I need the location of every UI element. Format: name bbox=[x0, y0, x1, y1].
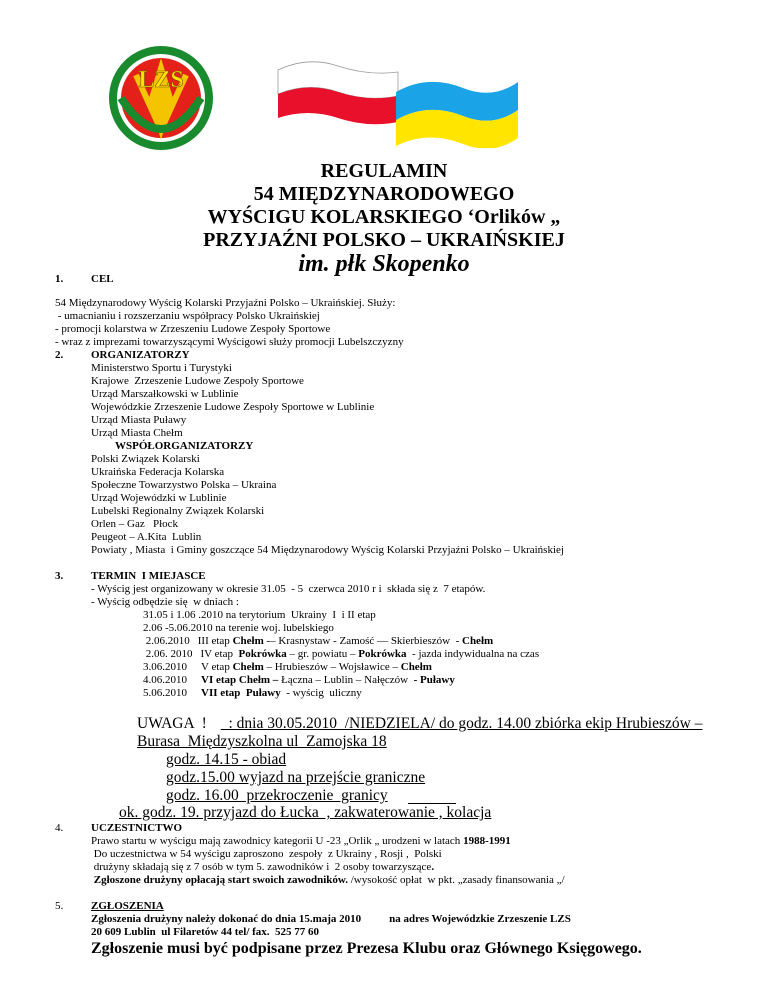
title-line-4: PRZYJAŹNI POLSKO – UKRAIŃSKIEJ bbox=[203, 229, 565, 251]
section-1-number: 1. bbox=[55, 273, 64, 285]
section-2-heading: ORGANIZATORZY bbox=[91, 349, 190, 361]
stage-row: 2.06. 2010 IV etap Pokrówka – gr. powiatu – Pokrówka - jazda indywidualna na czas bbox=[143, 648, 540, 660]
date-line-2: 2.06 -5.06.2010 na terenie woj. lubelskiego bbox=[143, 622, 334, 634]
logo-text: LZS bbox=[138, 67, 184, 93]
stage-row: 2.06.2010 III etap Chełm -– Krasnystaw - Zamość — Skierbieszów - Chełm bbox=[143, 635, 494, 647]
stage-row: 3.06.2010 V etap Chełm – Hrubieszów – Wojsławice – Chełm bbox=[143, 661, 432, 673]
section-3-line-1: - Wyścig jest organizowany w okresie 31.05 - 5 czerwca 2010 r i składa się z 7 etapów. bbox=[91, 583, 486, 595]
date-line-1: 31.05 i 1.06 .2010 na terytorium Ukrainy I i II etap bbox=[143, 609, 376, 621]
coorganizer-item: Peugeot – A.Kita Lublin bbox=[91, 531, 202, 543]
title-line-5: im. płk Skopenko bbox=[298, 251, 470, 277]
uwaga-line-5: godz. 16.00 przekroczenie granicy bbox=[166, 787, 388, 804]
section-1-line-3: - promocji kolarstwa w Zrzeszeniu Ludowe Zespoły Sportowe bbox=[55, 323, 331, 335]
uwaga-line-4: godz.15.00 wyjazd na przejście graniczne bbox=[166, 769, 426, 786]
section-1-line-4: - wraz z imprezami towarzyszącymi Wyścigowi służy promocji Lubelszczyzny bbox=[55, 336, 404, 348]
section-1-line-1: 54 Międzynarodowy Wyścig Kolarski Przyjaźni Polsko – Ukraińskiej. Służy: bbox=[55, 297, 396, 309]
poland-ukraine-flags bbox=[268, 52, 528, 148]
uwaga-line-2: Burasa Międzyszkolna ul Zamojska 18 bbox=[137, 733, 387, 750]
section-4-line-1: Prawo startu w wyścigu mają zawodnicy kategorii U -23 „Orlik „ urodzeni w latach 1988-1991 bbox=[91, 835, 511, 847]
section-1-line-2: - umacnianiu i rozszerzaniu współpracy Polsko Ukraińskiej bbox=[55, 310, 320, 322]
signature-requirement: Zgłoszenie musi być podpisane przez Prezesa Klubu oraz Głównego Księgowego. bbox=[91, 940, 642, 957]
coorganizer-item: Ukraińska Federacja Kolarska bbox=[91, 466, 225, 478]
organizer-item: Ministerstwo Sportu i Turystyki bbox=[91, 362, 232, 374]
section-4-number: 4. bbox=[55, 822, 64, 834]
section-5-line-2: 20 609 Lublin ul Filaretów 44 tel/ fax. 525 77 60 bbox=[91, 926, 320, 938]
coorganizer-item: Lubelski Regionalny Związek Kolarski bbox=[91, 505, 265, 517]
title-line-2: 54 MIĘDZYNARODOWEGO bbox=[253, 183, 515, 205]
section-2-number: 2. bbox=[55, 349, 64, 361]
organizer-item: Krajowe Zrzeszenie Ludowe Zespoły Sportowe bbox=[91, 375, 304, 387]
title-line-3: WYŚCIGU KOLARSKIEGO ‘Orlików „ bbox=[207, 206, 561, 228]
section-4-line-4: Zgłoszone drużyny opłacają start swoich zawodników. /wysokość opłat w pkt. „zasady finansowania „/ bbox=[91, 874, 565, 886]
section-3-number: 3. bbox=[55, 570, 64, 582]
coorganizer-item: Społeczne Towarzystwo Polska – Ukraina bbox=[91, 479, 277, 491]
section-4-line-3: drużyny składają się z 7 osób w tym 5. zawodników i 2 osoby towarzyszące. bbox=[91, 861, 435, 873]
section-5-line-1: Zgłoszenia drużyny należy dokonać do dnia 15.maja 2010 na adres Wojewódzkie Zrzeszenie LZS bbox=[91, 913, 571, 925]
coorganizer-item: Urząd Wojewódzki w Lublinie bbox=[91, 492, 227, 504]
section-5-number: 5. bbox=[55, 900, 64, 912]
coorganizer-item: Polski Związek Kolarski bbox=[91, 453, 200, 465]
coorganizer-item: Orlen – Gaz Płock bbox=[91, 518, 179, 530]
section-4-line-2: Do uczestnictwa w 54 wyścigu zaproszono zespoły z Ukrainy , Rosji , Polski bbox=[91, 848, 442, 860]
coorganizer-item: Powiaty , Miasta i Gminy goszczące 54 Międzynarodowy Wyścig Kolarski Przyjaźni Polsko – Ukraińskiej bbox=[91, 544, 564, 556]
section-5-heading: ZGŁOSZENIA bbox=[91, 900, 164, 912]
organizer-item: Urząd Miasta Puławy bbox=[91, 414, 187, 426]
uwaga-line-1: UWAGA ! : dnia 30.05.2010 /NIEDZIELA/ do godz. 14.00 zbiórka ekip Hrubieszów – bbox=[137, 715, 703, 732]
section-3-heading: TERMIN I MIEJASCE bbox=[91, 570, 206, 582]
title-line-1: REGULAMIN bbox=[320, 160, 448, 182]
organizer-item: Wojewódzkie Zrzeszenie Ludowe Zespoły Sportowe w Lublinie bbox=[91, 401, 375, 413]
uwaga-line-6: ok. godz. 19. przyjazd do Łucka , zakwaterowanie , kolacja bbox=[119, 804, 492, 821]
uwaga-line-3: godz. 14.15 - obiad bbox=[166, 751, 287, 768]
stage-row: 4.06.2010 VI etap Chełm – Łączna – Lublin – Nałęczów - Puławy bbox=[143, 674, 455, 686]
uwaga-label: UWAGA ! bbox=[137, 715, 207, 732]
section-3-line-2: - Wyścig odbędzie się w dniach : bbox=[91, 596, 239, 608]
lzs-logo bbox=[106, 40, 216, 152]
coorganizers-heading: WSPÓŁORGANIZATORZY bbox=[115, 440, 254, 452]
organizer-item: Urząd Marszałkowski w Lublinie bbox=[91, 388, 239, 400]
section-4-heading: UCZESTNICTWO bbox=[91, 822, 183, 834]
section-1-heading: CEL bbox=[91, 273, 114, 285]
organizer-item: Urząd Miasta Chełm bbox=[91, 427, 183, 439]
stage-row: 5.06.2010 VII etap Puławy - wyścig uliczny bbox=[143, 687, 362, 699]
